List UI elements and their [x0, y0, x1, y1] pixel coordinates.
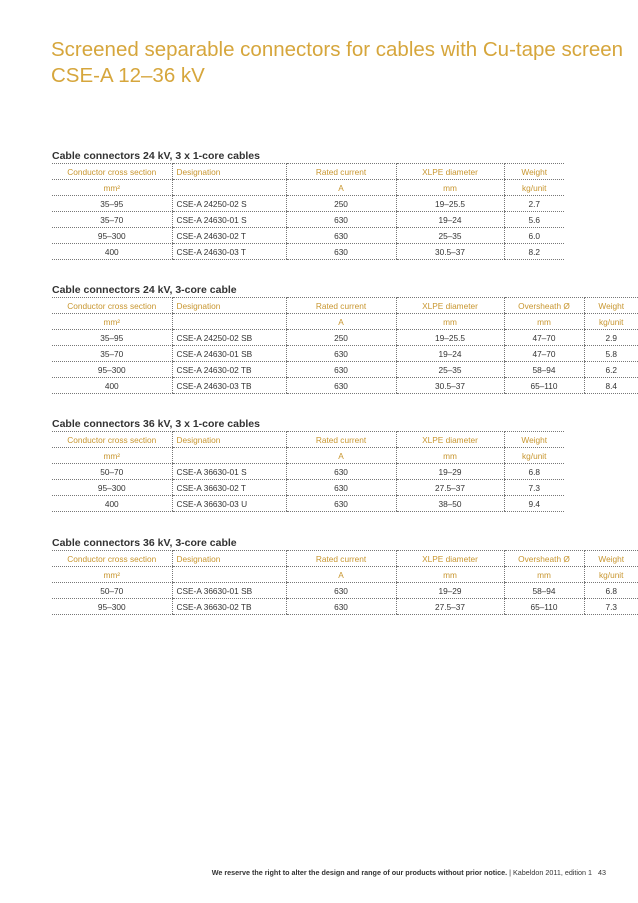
table-row	[52, 496, 564, 512]
table-row	[52, 196, 564, 212]
page-title-line1: Screened separable connectors for cables with Cu-tape screen	[51, 38, 624, 61]
spec-section-1	[52, 150, 564, 260]
footer-page-number: 43	[598, 868, 606, 877]
table-unit-row-cell: mm	[396, 448, 504, 464]
table-row-cell: 400	[52, 378, 172, 394]
table-row-cell: 5.6	[504, 212, 564, 228]
table-header-row-cell: Designation	[172, 551, 286, 567]
table-row-cell: 8.4	[584, 378, 638, 394]
section-title: Cable connectors 36 kV, 3-core cable	[52, 537, 237, 549]
table-row-cell: 38–50	[396, 496, 504, 512]
table-row-cell: CSE-A 24630-02 TB	[172, 362, 286, 378]
table-row-cell: 630	[286, 599, 396, 615]
table-row-cell: 58–94	[504, 583, 584, 599]
table-row-cell: 400	[52, 496, 172, 512]
table-row-cell: CSE-A 24630-01 SB	[172, 346, 286, 362]
table-row-cell: 19–29	[396, 464, 504, 480]
table-unit-row-cell: kg/unit	[504, 180, 564, 196]
table-unit-row-cell: mm	[396, 180, 504, 196]
table-row-cell: 7.3	[584, 599, 638, 615]
table-row-cell: CSE-A 36630-02 TB	[172, 599, 286, 615]
table-row-cell: 630	[286, 346, 396, 362]
table-unit-row-cell: kg/unit	[584, 567, 638, 583]
table-row-cell: CSE-A 24630-03 TB	[172, 378, 286, 394]
table-row-cell: 7.3	[504, 480, 564, 496]
table-row-cell: 95–300	[52, 599, 172, 615]
spec-table	[52, 163, 564, 260]
table-row-cell: 630	[286, 228, 396, 244]
table-row-cell: CSE-A 36630-03 U	[172, 496, 286, 512]
table-row-cell: 630	[286, 244, 396, 260]
table-header-row-cell: Weight	[584, 551, 638, 567]
section-title: Cable connectors 24 kV, 3 x 1-core cables	[52, 150, 260, 162]
table-row-cell: 58–94	[504, 362, 584, 378]
table-unit-row-cell	[172, 567, 286, 583]
table-row-cell: 19–25.5	[396, 330, 504, 346]
spec-section-4	[52, 537, 638, 615]
table-row	[52, 228, 564, 244]
table-row-cell: 95–300	[52, 480, 172, 496]
table-unit-row-cell	[172, 180, 286, 196]
table-row-cell: 630	[286, 496, 396, 512]
table-row-cell: CSE-A 24630-01 S	[172, 212, 286, 228]
table-row-cell: 6.2	[584, 362, 638, 378]
table-header-row-cell: Conductor cross section	[52, 551, 172, 567]
table-row-cell: 630	[286, 362, 396, 378]
table-row	[52, 599, 638, 615]
page-title	[51, 37, 623, 89]
table-unit-row-cell: mm²	[52, 314, 172, 330]
table-row-cell: 35–70	[52, 212, 172, 228]
table-unit-row-cell: A	[286, 314, 396, 330]
table-row-cell: 25–35	[396, 228, 504, 244]
table-row-cell: 630	[286, 378, 396, 394]
table-row-cell: 35–70	[52, 346, 172, 362]
table-row-cell: 250	[286, 330, 396, 346]
table-row-cell: 19–24	[396, 346, 504, 362]
table-row	[52, 244, 564, 260]
spec-table	[52, 297, 638, 394]
table-row-cell: 19–25.5	[396, 196, 504, 212]
table-unit-row	[52, 314, 638, 330]
table-row-cell: 30.5–37	[396, 378, 504, 394]
table-row	[52, 378, 638, 394]
table-row-cell: 6.8	[584, 583, 638, 599]
table-row-cell: 25–35	[396, 362, 504, 378]
table-row-cell: 35–95	[52, 196, 172, 212]
table-row-cell: 630	[286, 212, 396, 228]
table-row-cell: 630	[286, 583, 396, 599]
table-header-row-cell: XLPE diameter	[396, 298, 504, 314]
table-row-cell: 65–110	[504, 599, 584, 615]
table-row-cell: 95–300	[52, 228, 172, 244]
table-row-cell: 630	[286, 464, 396, 480]
table-unit-row-cell: mm²	[52, 180, 172, 196]
table-header-row-cell: Rated current	[286, 298, 396, 314]
table-row-cell: 6.0	[504, 228, 564, 244]
spec-section-3	[52, 418, 564, 512]
table-header-row-cell: Conductor cross section	[52, 298, 172, 314]
table-header-row-cell: XLPE diameter	[396, 432, 504, 448]
table-row-cell: 30.5–37	[396, 244, 504, 260]
table-row	[52, 346, 638, 362]
table-row	[52, 583, 638, 599]
table-row-cell: CSE-A 36630-01 S	[172, 464, 286, 480]
spec-table	[52, 550, 638, 615]
table-row-cell: 19–29	[396, 583, 504, 599]
table-header-row-cell: Conductor cross section	[52, 164, 172, 180]
table-row-cell: 400	[52, 244, 172, 260]
table-header-row-cell: Weight	[504, 432, 564, 448]
table-unit-row-cell: mm²	[52, 567, 172, 583]
page-footer	[0, 868, 606, 877]
table-unit-row	[52, 448, 564, 464]
footer-separator: |	[509, 868, 511, 877]
table-row-cell: 8.2	[504, 244, 564, 260]
table-unit-row-cell: mm	[504, 567, 584, 583]
table-row	[52, 362, 638, 378]
table-row	[52, 464, 564, 480]
table-row-cell: 27.5–37	[396, 599, 504, 615]
table-row-cell: 2.9	[584, 330, 638, 346]
table-row-cell: 6.8	[504, 464, 564, 480]
page-title-line2: CSE-A 12–36 kV	[51, 64, 205, 87]
table-unit-row	[52, 180, 564, 196]
section-title: Cable connectors 24 kV, 3-core cable	[52, 284, 237, 296]
table-row-cell: 50–70	[52, 583, 172, 599]
table-row-cell: 9.4	[504, 496, 564, 512]
table-header-row	[52, 551, 638, 567]
table-unit-row-cell: kg/unit	[584, 314, 638, 330]
table-unit-row-cell: mm²	[52, 448, 172, 464]
table-row-cell: CSE-A 36630-01 SB	[172, 583, 286, 599]
spec-section-2	[52, 284, 638, 394]
table-row-cell: 630	[286, 480, 396, 496]
table-header-row-cell: Weight	[504, 164, 564, 180]
table-header-row-cell: Oversheath Ø	[504, 298, 584, 314]
table-unit-row-cell: A	[286, 567, 396, 583]
spec-table	[52, 431, 564, 512]
table-header-row-cell: Designation	[172, 298, 286, 314]
table-unit-row	[52, 567, 638, 583]
table-row-cell: 250	[286, 196, 396, 212]
table-row-cell: 2.7	[504, 196, 564, 212]
section-title: Cable connectors 36 kV, 3 x 1-core cables	[52, 418, 260, 430]
table-row-cell: CSE-A 36630-02 T	[172, 480, 286, 496]
table-header-row-cell: XLPE diameter	[396, 551, 504, 567]
table-header-row-cell: XLPE diameter	[396, 164, 504, 180]
table-row-cell: CSE-A 24630-03 T	[172, 244, 286, 260]
table-row-cell: CSE-A 24250-02 S	[172, 196, 286, 212]
table-header-row-cell: Conductor cross section	[52, 432, 172, 448]
table-row-cell: 47–70	[504, 346, 584, 362]
table-header-row	[52, 298, 638, 314]
table-row-cell: 27.5–37	[396, 480, 504, 496]
table-row-cell: 35–95	[52, 330, 172, 346]
footer-notice: We reserve the right to alter the design and range of our products without prior notice.	[211, 868, 508, 877]
table-unit-row-cell: mm	[504, 314, 584, 330]
table-row-cell: 47–70	[504, 330, 584, 346]
footer-edition: Kabeldon 2011, edition 1	[513, 868, 592, 877]
table-row-cell: CSE-A 24630-02 T	[172, 228, 286, 244]
table-row	[52, 212, 564, 228]
table-row-cell: CSE-A 24250-02 SB	[172, 330, 286, 346]
table-unit-row-cell: A	[286, 448, 396, 464]
table-unit-row-cell: mm	[396, 314, 504, 330]
table-header-row	[52, 432, 564, 448]
table-unit-row-cell: mm	[396, 567, 504, 583]
table-header-row-cell: Weight	[584, 298, 638, 314]
table-row-cell: 19–24	[396, 212, 504, 228]
table-header-row	[52, 164, 564, 180]
table-header-row-cell: Rated current	[286, 164, 396, 180]
table-row-cell: 95–300	[52, 362, 172, 378]
table-header-row-cell: Oversheath Ø	[504, 551, 584, 567]
table-unit-row-cell: A	[286, 180, 396, 196]
table-unit-row-cell	[172, 448, 286, 464]
table-header-row-cell: Designation	[172, 432, 286, 448]
table-row-cell: 65–110	[504, 378, 584, 394]
table-header-row-cell: Rated current	[286, 551, 396, 567]
table-header-row-cell: Rated current	[286, 432, 396, 448]
table-unit-row-cell: kg/unit	[504, 448, 564, 464]
table-row	[52, 480, 564, 496]
table-unit-row-cell	[172, 314, 286, 330]
table-row	[52, 330, 638, 346]
table-row-cell: 5.8	[584, 346, 638, 362]
table-header-row-cell: Designation	[172, 164, 286, 180]
table-row-cell: 50–70	[52, 464, 172, 480]
